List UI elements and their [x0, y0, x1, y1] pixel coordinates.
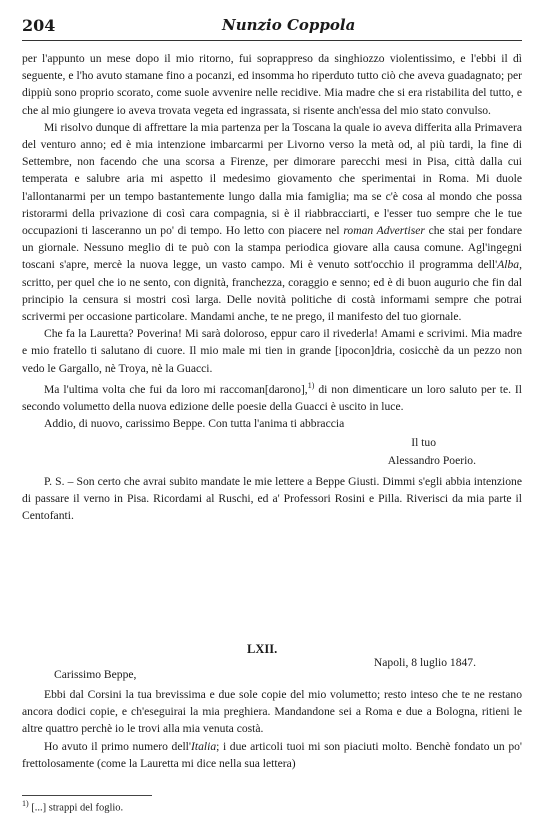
- paragraph-2-italic-1: roman Advertiser: [343, 224, 425, 238]
- paragraph-2-text-a: Mi risolvo dunque di affrettare la mia partenza per la Toscana la quale io aveva differita alla Primavera del venturo anno; ed è mia intenzione imbarcarmi per Livorno verso la metà od, al più tardi, la fine di Settembre, non facendo che una scorsa a Firenze, per dimorare parecchi mesi in Pisa, città dalla cui temperata e salubre aria mi aspetto il medesimo giovamento che sperimentai in Roma. Mi duole l'allontanarmi per un tempo bastantemente lungo dalla mia famiglia; ma se c'è cosa al mondo che possa ristorarmi della privazione di così cara compagnia, si è il riabbracciarti, e l'esser tuo sempre che le tue occupazioni ti lasceranno un po' di tempo. Ho letto con piacere nel: [22, 120, 522, 238]
- paragraph-5: Addio, di nuovo, carissimo Beppe. Con tutta l'anima ti abbraccia: [44, 417, 345, 431]
- postscript: P. S. – Son certo che avrai subito mandate le mie lettere a Beppe Giusti. Dimmi s'egli abbia intenzione di passare il verno in Pisa. Ricordami al Ruschi, ed a' Professori Rosini e Pilla. Riverisci da mia parte il Centofanti.: [22, 474, 522, 523]
- letter-lxii-paragraph-2: [22, 738, 522, 772]
- header-rule: [22, 40, 522, 41]
- footnote-text: [...] strappi del foglio.: [31, 802, 124, 814]
- paragraph-2-text-b: che stai per fondare un giornale. Nessuno meglio di te può con la stampa periodica giovare alla causa comune. Agl'ingegni toscani s'apre, mercè la nuova legge, un vasto campo. Mi è venuto sott'occhio il programma dell': [22, 224, 522, 272]
- signature: Alessandro Poerio.: [387, 453, 476, 467]
- letter-lxii-body: [22, 686, 522, 772]
- footnote-reference: 1): [307, 380, 315, 390]
- footnote-mark: 1): [22, 799, 29, 808]
- page-header: [22, 16, 522, 38]
- letter-lxii-paragraph-2-text-a: Ho avuto il primo numero dell': [44, 739, 191, 753]
- letter-lxii-paragraph-2-italic: Italia: [191, 739, 217, 753]
- footnote-rule: [22, 795, 152, 796]
- place-date: Napoli, 8 luglio 1847.: [373, 656, 476, 669]
- paragraph-4-text-a: Ma l'ultima volta che fui da loro mi raccoman[darono],: [44, 382, 308, 396]
- letter-continuation: [22, 50, 522, 524]
- paragraph-2-text-c: , scritto, per quel che io ne sento, con dignità, franchezza, coraggio e senno; ed è di buon augurio che fin dal principio la censura si mostri così larga. Delle novità politiche di costà informami sempre che potrai scrivermi per occasione particolare. Mandami anche, te ne prego, il manifesto del tuo giornale.: [22, 258, 522, 324]
- salutation: Carissimo Beppe,: [54, 668, 137, 681]
- paragraph-4-text-b: di non dimenticare un loro saluto per te. Il secondo volumetto della nuova edizione delle poesie della Guacci è uscito in luce.: [22, 382, 523, 413]
- footnote: [22, 799, 522, 814]
- paragraph-1: per l'appunto un mese dopo il mio ritorno, fui soprappreso da singhiozzo violentissimo, e l'ebbi il dì seguente, e l'ho avuto stamane fino a pocanzi, ed insomma ho riperduto tutto ciò che aveva guadagnato; per dippiù sono proprio scorato, come suole avvenire nelle recidive. Mia madre che si era ristabilita del tutto, e che al mio giungere io aveva trovata vegeta ed ingrassata, si risente anch'essa del mio stato convulso.: [22, 52, 522, 117]
- paragraph-3: Che fa la Lauretta? Poverina! Mi sarà doloroso, eppur caro il rivederla! Amami e scrivimi. Mia madre e mio fratello ti salutano di cuore. Il mio male mi tien in grande [ipocon]dria, cosicchè da un pezzo non vedo le Gargallo, nè Troya, nè la Guacci.: [22, 327, 522, 375]
- letter-number: LXII.: [247, 642, 278, 656]
- paragraph-4: [22, 377, 522, 415]
- paragraph-2: [22, 119, 522, 325]
- letter-lxii-paragraph-2-text-b: ; i due articoli tuoi mi son piaciuti molto. Benchè fondato un po' frettolosamente (come la Lauretta mi dice nella sua lettera): [22, 739, 522, 770]
- running-head: Nunzio Coppola: [222, 16, 356, 34]
- paragraph-2-italic-2: Alba: [497, 258, 520, 272]
- page-number: 204: [22, 16, 56, 35]
- closing-line: Il tuo: [411, 436, 436, 450]
- signature-block: [22, 434, 522, 468]
- letter-lxii-paragraph-1: Ebbi dal Corsini la tua brevissima e due sole copie del mio volumetto; resto inteso che te ne restano ancora dodici copie, e ch'eseguirai la mia preghiera. Mandandone sei a Roma e due a Bologna, ritieni le altre quattro perchè io le trovi alla mia venuta costà.: [22, 688, 522, 736]
